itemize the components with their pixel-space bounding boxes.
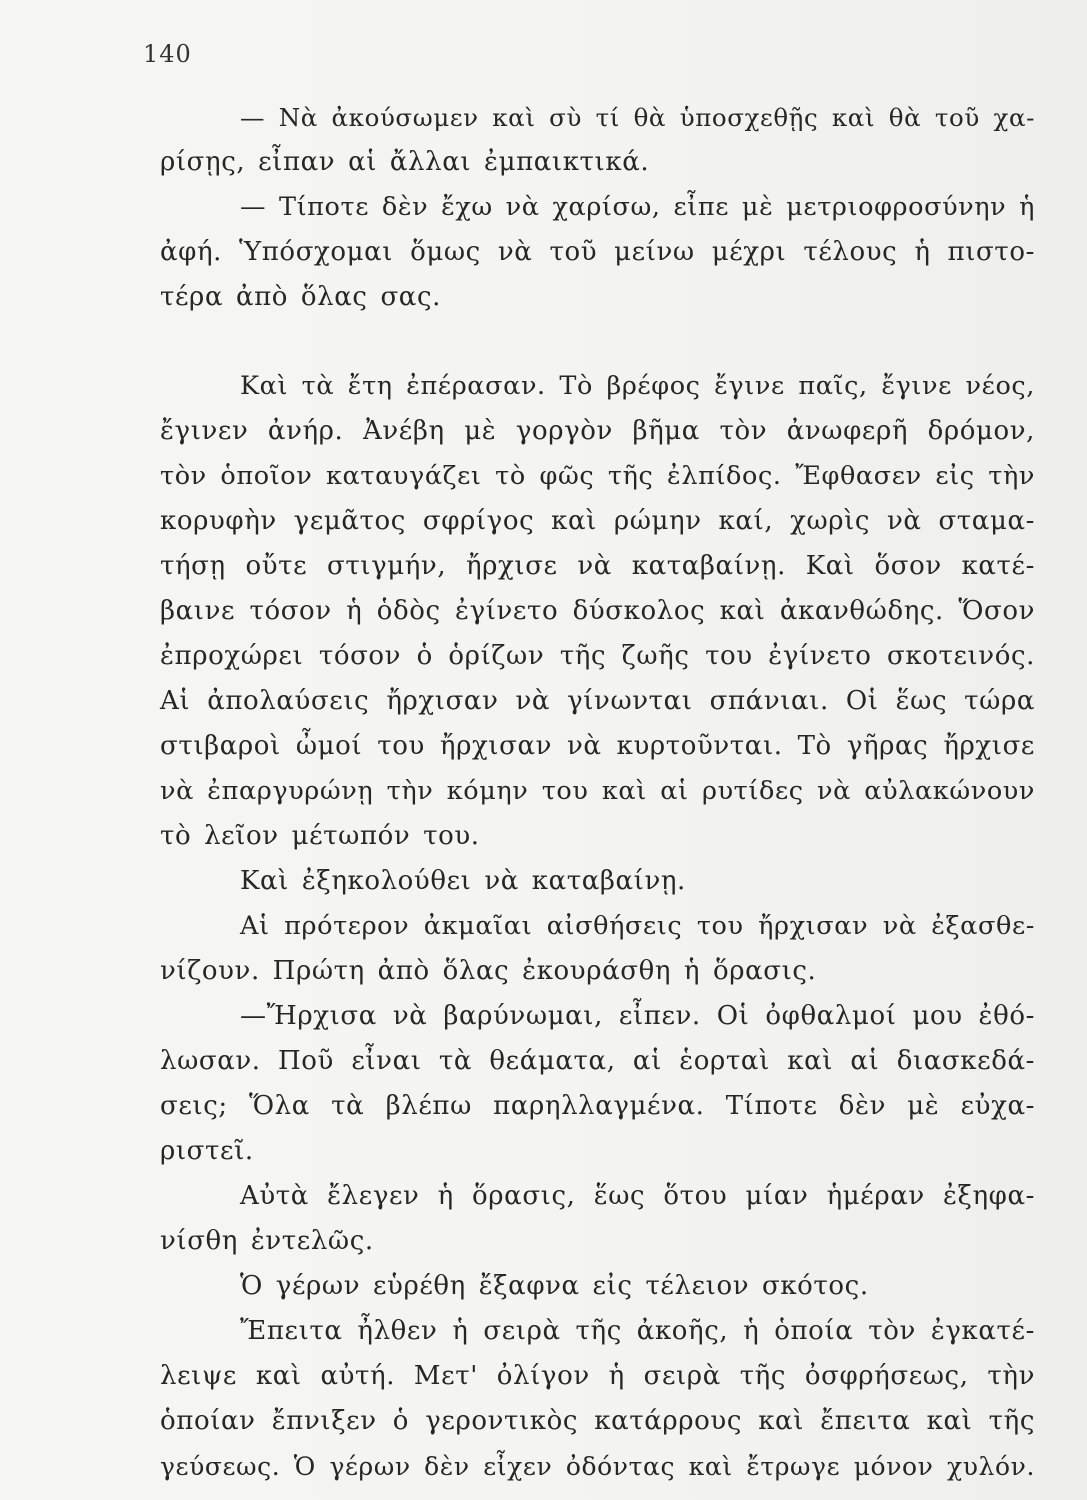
- text-line: τὸ λεῖον μέτωπόν του.: [160, 821, 480, 851]
- text-line: σεις; Ὅλα τὰ βλέπω παρηλλαγμένα. Τίποτε δὲν μὲ εὐχα-: [160, 1091, 1035, 1121]
- text-line: βαινε τόσον ἡ ὁδὸς ἐγίνετο δύσκολος καὶ ἀκανθώδης. Ὅσον: [160, 596, 1035, 626]
- text-line: ρίσῃς, εἶπαν αἱ ἄλλαι ἐμπαικτικά.: [160, 147, 650, 177]
- text-line: νίσθη ἐντελῶς.: [160, 1226, 374, 1256]
- text-line: κορυφὴν γεμᾶτος σφρίγος καὶ ρώμην καί, χωρὶς νὰ σταμα-: [160, 506, 1035, 536]
- text-line: Ἔπειτα ἦλθεν ἡ σειρὰ τῆς ἀκοῆς, ἡ ὁποία τὸν ἐγκατέ-: [240, 1316, 1035, 1346]
- text-line: Καὶ τὰ ἔτη ἐπέρασαν. Τὸ βρέφος ἔγινε παῖς, ἔγινε νέος,: [240, 371, 1035, 401]
- text-line: — Νὰ ἀκούσωμεν καὶ σὺ τί θὰ ὑποσχεθῇς καὶ θὰ τοῦ χα-: [240, 103, 1035, 132]
- text-line: γεύσεως. Ὁ γέρων δὲν εἶχεν ὀδόντας καὶ ἔτρωγε μόνον χυλόν.: [160, 1452, 1035, 1481]
- page-number: 140: [143, 40, 192, 68]
- text-line: — Τίποτε δὲν ἔχω νὰ χαρίσω, εἶπε μὲ μετριοφροσύνην ἡ: [240, 192, 1035, 222]
- text-line: ὁποίαν ἔπνιξεν ὁ γεροντικὸς κατάρρους καὶ ἔπειτα καὶ τῆς: [160, 1406, 1035, 1436]
- body-text: [160, 95, 1035, 1489]
- text-line: Καὶ ἐξηκολούθει νὰ καταβαίνῃ.: [240, 866, 686, 896]
- text-line: Αἱ πρότερον ἀκμαῖαι αἰσθήσεις του ἤρχισαν νὰ ἐξασθε-: [240, 911, 1035, 941]
- text-line: λειψε καὶ αὐτή. Μετ' ὀλίγον ἡ σειρὰ τῆς ὀσφρήσεως, τὴν: [160, 1361, 1035, 1391]
- text-line: ἔγινεν ἀνήρ. Ἀνέβη μὲ γοργὸν βῆμα τὸν ἀνωφερῆ δρόμον,: [160, 416, 1035, 446]
- text-line: Αἱ ἀπολαύσεις ἤρχισαν νὰ γίνωνται σπάνιαι. Οἱ ἕως τώρα: [160, 686, 1035, 716]
- text-line: ἀφή. Ὑπόσχομαι ὅμως νὰ τοῦ μείνω μέχρι τέλους ἡ πιστο-: [160, 237, 1035, 267]
- text-line: Ὁ γέρων εὑρέθη ἔξαφνα εἰς τέλειον σκότος.: [240, 1271, 869, 1301]
- text-line: νὰ ἐπαργυρώνῃ τὴν κόμην του καὶ αἱ ρυτίδες νὰ αὐλακώνουν: [160, 776, 1035, 806]
- text-line: νίζουν. Πρώτη ἀπὸ ὅλας ἐκουράσθη ἡ ὅρασις.: [160, 956, 817, 986]
- text-line: —Ἤρχισα νὰ βαρύνωμαι, εἶπεν. Οἱ ὀφθαλμοί μου ἐθό-: [240, 1001, 1035, 1031]
- text-line: τήσῃ οὔτε στιγμήν, ἤρχισε νὰ καταβαίνῃ. Καὶ ὅσον κατέ-: [160, 551, 1035, 581]
- text-line: ριστεῖ.: [160, 1136, 254, 1166]
- text-line: τέρα ἀπὸ ὅλας σας.: [160, 282, 441, 312]
- text-line: στιβαροὶ ὦμοί του ἤρχισαν νὰ κυρτοῦνται. Τὸ γῆρας ἤρχισε: [160, 731, 1035, 761]
- text-line: τὸν ὁποῖον καταυγάζει τὸ φῶς τῆς ἐλπίδος. Ἔφθασεν εἰς τὴν: [160, 461, 1035, 491]
- text-line: ἐπροχώρει τόσον ὁ ὁρίζων τῆς ζωῆς του ἐγίνετο σκοτεινός.: [160, 641, 1035, 671]
- text-line: λωσαν. Ποῦ εἶναι τὰ θεάματα, αἱ ἑορταὶ καὶ αἱ διασκεδά-: [160, 1046, 1035, 1076]
- text-line: Αὐτὰ ἔλεγεν ἡ ὅρασις, ἕως ὅτου μίαν ἡμέραν ἐξηφα-: [240, 1181, 1035, 1211]
